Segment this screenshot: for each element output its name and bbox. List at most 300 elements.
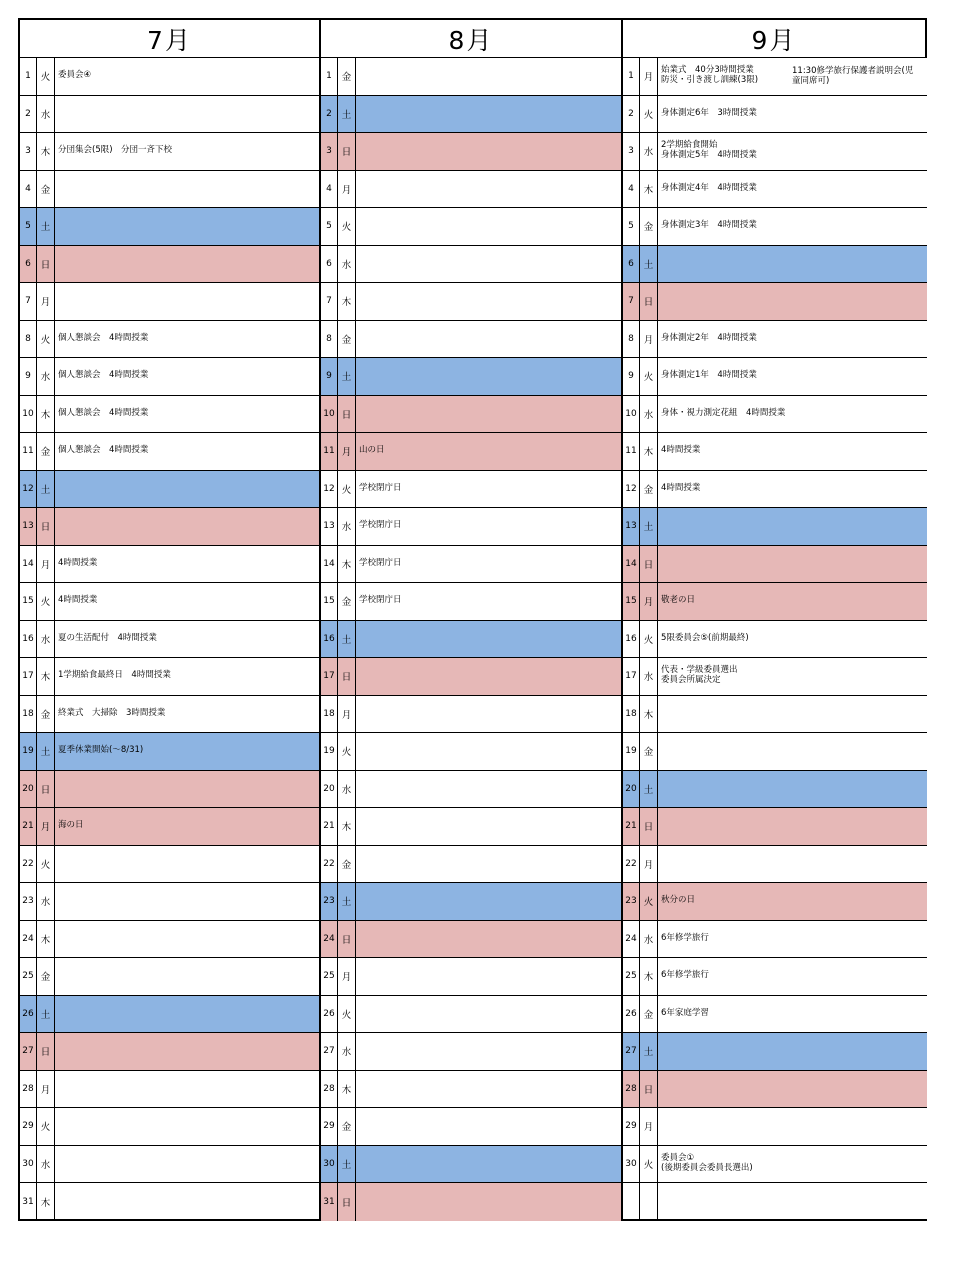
day-number: 21 (321, 808, 338, 845)
day-event (55, 546, 319, 583)
day-row (321, 283, 621, 321)
day-of-week (640, 1183, 658, 1221)
day-event (55, 283, 319, 320)
day-row (321, 808, 621, 846)
day-of-week: 金 (338, 321, 356, 358)
event-text: 1学期給食最終日 4時間授業 (58, 670, 171, 681)
event-text: 4時間授業 (661, 445, 701, 456)
day-event (658, 658, 927, 695)
day-number: 13 (20, 508, 37, 545)
day-number: 1 (623, 58, 640, 95)
day-of-week: 木 (640, 171, 658, 208)
day-number: 26 (321, 996, 338, 1033)
day-event (356, 771, 621, 808)
event-text: 山の日 (359, 445, 385, 456)
day-of-week: 火 (338, 733, 356, 770)
day-number: 27 (321, 1033, 338, 1070)
day-number: 3 (20, 133, 37, 170)
day-row (20, 808, 319, 846)
day-number (623, 1183, 640, 1221)
day-row (623, 1146, 927, 1184)
day-number: 20 (20, 771, 37, 808)
day-row (321, 433, 621, 471)
day-of-week: 土 (37, 471, 55, 508)
day-number: 30 (321, 1146, 338, 1183)
day-row (623, 1108, 927, 1146)
day-of-week: 金 (37, 171, 55, 208)
event-text: 夏の生活配付 4時間授業 (58, 632, 157, 643)
day-number: 8 (20, 321, 37, 358)
day-number: 16 (623, 621, 640, 658)
day-number: 2 (20, 96, 37, 133)
day-number: 9 (321, 358, 338, 395)
day-of-week: 月 (640, 846, 658, 883)
day-event (356, 1033, 621, 1070)
day-row (623, 808, 927, 846)
day-of-week: 月 (640, 1108, 658, 1145)
day-event (55, 246, 319, 283)
day-number: 11 (20, 433, 37, 470)
day-of-week: 木 (37, 921, 55, 958)
day-event (55, 433, 319, 470)
event-text: 代表・学級委員選出 委員会所属決定 (661, 665, 738, 686)
day-of-week: 水 (640, 396, 658, 433)
day-event (55, 658, 319, 695)
day-row (321, 471, 621, 509)
day-number: 20 (321, 771, 338, 808)
day-number: 9 (20, 358, 37, 395)
day-event (658, 771, 927, 808)
day-event (55, 96, 319, 133)
day-number: 26 (623, 996, 640, 1033)
day-row (321, 846, 621, 884)
day-event (55, 133, 319, 170)
day-of-week: 月 (338, 433, 356, 470)
event-text: 学校閉庁日 (359, 595, 402, 606)
day-number: 21 (623, 808, 640, 845)
day-of-week: 木 (640, 958, 658, 995)
day-number: 12 (623, 471, 640, 508)
day-event (55, 58, 319, 95)
day-of-week: 月 (338, 958, 356, 995)
day-number: 8 (623, 321, 640, 358)
event-text: 6年家庭学習 (661, 1007, 709, 1018)
day-of-week: 木 (37, 396, 55, 433)
day-number: 21 (20, 808, 37, 845)
day-of-week: 水 (640, 658, 658, 695)
day-row (623, 171, 927, 209)
day-of-week: 木 (37, 658, 55, 695)
day-number: 7 (321, 283, 338, 320)
day-number: 17 (20, 658, 37, 695)
day-row (623, 396, 927, 434)
day-of-week: 日 (37, 1033, 55, 1070)
day-of-week: 水 (37, 1146, 55, 1183)
day-of-week: 土 (338, 96, 356, 133)
event-text: 秋分の日 (661, 895, 696, 906)
day-of-week: 土 (37, 733, 55, 770)
day-row (20, 846, 319, 884)
event-text: 4時間授業 (58, 595, 98, 606)
day-event (356, 508, 621, 545)
day-row (20, 358, 319, 396)
day-number: 11 (623, 433, 640, 470)
day-row (321, 733, 621, 771)
day-number: 22 (623, 846, 640, 883)
day-of-week: 月 (640, 58, 658, 95)
day-event (356, 358, 621, 395)
event-text: 学校閉庁日 (359, 520, 402, 531)
day-number: 10 (20, 396, 37, 433)
day-of-week: 土 (338, 358, 356, 395)
day-row (20, 1183, 319, 1221)
day-row (623, 358, 927, 396)
day-row (20, 958, 319, 996)
event-text: 2学期給食開始 身体測定5年 4時間授業 (661, 140, 757, 161)
day-number: 29 (623, 1108, 640, 1145)
day-row (321, 58, 621, 96)
day-event (356, 883, 621, 920)
day-row (623, 321, 927, 359)
day-row (321, 358, 621, 396)
day-row (321, 96, 621, 134)
day-of-week: 火 (640, 621, 658, 658)
day-event (55, 358, 319, 395)
day-of-week: 金 (640, 996, 658, 1033)
day-event (55, 808, 319, 845)
day-row (20, 96, 319, 134)
event-text: 終業式 大掃除 3時間授業 (58, 707, 166, 718)
day-number: 28 (20, 1071, 37, 1108)
day-row (321, 1146, 621, 1184)
day-number: 27 (623, 1033, 640, 1070)
day-of-week: 水 (338, 246, 356, 283)
day-row (623, 771, 927, 809)
day-row (623, 58, 927, 96)
day-of-week: 金 (338, 583, 356, 620)
day-of-week: 日 (37, 508, 55, 545)
day-number: 18 (623, 696, 640, 733)
day-row (20, 996, 319, 1034)
day-of-week: 日 (338, 658, 356, 695)
day-event (658, 846, 927, 883)
day-row (20, 733, 319, 771)
day-number: 6 (20, 246, 37, 283)
day-row (623, 433, 927, 471)
day-event (55, 1033, 319, 1070)
day-of-week: 火 (37, 583, 55, 620)
day-row (623, 583, 927, 621)
day-of-week: 金 (640, 471, 658, 508)
event-text: 個人懇談会 4時間授業 (58, 407, 149, 418)
day-event (356, 621, 621, 658)
day-row (20, 433, 319, 471)
day-number: 24 (623, 921, 640, 958)
day-row (20, 471, 319, 509)
day-row (20, 883, 319, 921)
day-row (321, 246, 621, 284)
day-of-week: 水 (37, 96, 55, 133)
day-number: 12 (321, 471, 338, 508)
day-number: 22 (20, 846, 37, 883)
day-row (321, 546, 621, 584)
day-of-week: 金 (37, 696, 55, 733)
day-of-week: 金 (338, 1108, 356, 1145)
day-of-week: 火 (37, 321, 55, 358)
day-of-week: 日 (338, 396, 356, 433)
day-of-week: 木 (640, 696, 658, 733)
day-row (20, 921, 319, 959)
day-number: 18 (321, 696, 338, 733)
day-of-week: 火 (640, 96, 658, 133)
day-row (623, 883, 927, 921)
day-of-week: 水 (640, 133, 658, 170)
event-text: 身体測定6年 3時間授業 (661, 107, 757, 118)
day-event (55, 733, 319, 770)
day-of-week: 水 (640, 921, 658, 958)
day-row (20, 1108, 319, 1146)
day-number: 24 (20, 921, 37, 958)
day-event (658, 733, 927, 770)
day-number: 4 (20, 171, 37, 208)
day-event (356, 246, 621, 283)
day-row (20, 658, 319, 696)
day-event (658, 171, 927, 208)
day-event (356, 1146, 621, 1183)
day-row (623, 508, 927, 546)
day-event (658, 958, 927, 995)
day-event (55, 208, 319, 245)
day-event (658, 433, 927, 470)
day-number: 15 (20, 583, 37, 620)
day-number: 24 (321, 921, 338, 958)
day-number: 14 (623, 546, 640, 583)
day-event (356, 696, 621, 733)
day-of-week: 木 (640, 433, 658, 470)
day-event (658, 883, 927, 920)
day-row (20, 171, 319, 209)
day-row (321, 583, 621, 621)
day-of-week: 水 (338, 508, 356, 545)
day-number: 6 (321, 246, 338, 283)
day-of-week: 木 (338, 283, 356, 320)
day-event (356, 846, 621, 883)
day-number: 17 (321, 658, 338, 695)
day-number: 27 (20, 1033, 37, 1070)
day-event (55, 958, 319, 995)
day-row (623, 283, 927, 321)
day-number: 9 (623, 358, 640, 395)
event-text: 夏季休業開始(～8/31) (58, 745, 144, 756)
day-number: 13 (321, 508, 338, 545)
day-number: 2 (623, 96, 640, 133)
day-of-week: 水 (37, 358, 55, 395)
day-number: 25 (623, 958, 640, 995)
event-text: 個人懇談会 4時間授業 (58, 370, 149, 381)
day-event (356, 658, 621, 695)
event-text: 4時間授業 (661, 482, 701, 493)
day-number: 3 (623, 133, 640, 170)
day-row (20, 621, 319, 659)
day-of-week: 月 (37, 808, 55, 845)
day-of-week: 火 (640, 1146, 658, 1183)
day-of-week: 日 (338, 921, 356, 958)
day-event (55, 771, 319, 808)
day-of-week: 木 (37, 1183, 55, 1221)
day-number: 6 (623, 246, 640, 283)
day-number: 15 (623, 583, 640, 620)
day-number: 3 (321, 133, 338, 170)
day-event (658, 283, 927, 320)
day-row (623, 246, 927, 284)
day-event (356, 921, 621, 958)
day-row (321, 133, 621, 171)
day-number: 13 (623, 508, 640, 545)
day-of-week: 土 (640, 771, 658, 808)
day-of-week: 土 (37, 208, 55, 245)
day-of-week: 日 (37, 246, 55, 283)
day-event (55, 696, 319, 733)
day-event (356, 396, 621, 433)
day-row (321, 396, 621, 434)
day-number: 4 (321, 171, 338, 208)
day-of-week: 土 (338, 1146, 356, 1183)
day-row (20, 696, 319, 734)
day-number: 4 (623, 171, 640, 208)
event-text: 身体・視力測定花組 4時間授業 (661, 407, 786, 418)
day-of-week: 月 (37, 283, 55, 320)
day-of-week: 火 (640, 883, 658, 920)
day-of-week: 土 (338, 621, 356, 658)
day-of-week: 日 (338, 1183, 356, 1221)
day-row (321, 658, 621, 696)
day-row (623, 958, 927, 996)
day-row (321, 1183, 621, 1221)
day-event (55, 321, 319, 358)
day-event (658, 133, 927, 170)
day-row (321, 1033, 621, 1071)
day-of-week: 木 (338, 546, 356, 583)
day-row (20, 396, 319, 434)
day-of-week: 月 (338, 696, 356, 733)
day-row (321, 958, 621, 996)
day-number: 19 (623, 733, 640, 770)
day-event (356, 171, 621, 208)
day-event (658, 321, 927, 358)
day-event (658, 58, 927, 95)
day-row (623, 621, 927, 659)
event-text: 学校閉庁日 (359, 557, 402, 568)
day-event (55, 846, 319, 883)
day-row (321, 171, 621, 209)
day-of-week: 木 (338, 1071, 356, 1108)
day-number: 12 (20, 471, 37, 508)
day-of-week: 月 (640, 321, 658, 358)
day-row (20, 58, 319, 96)
day-number: 2 (321, 96, 338, 133)
day-number: 31 (321, 1183, 338, 1221)
day-row (321, 1071, 621, 1109)
day-row (623, 208, 927, 246)
day-number: 16 (20, 621, 37, 658)
day-event (658, 1033, 927, 1070)
day-event (356, 1108, 621, 1145)
day-number: 28 (321, 1071, 338, 1108)
day-of-week: 日 (640, 546, 658, 583)
day-number: 20 (623, 771, 640, 808)
day-event (55, 883, 319, 920)
day-event (356, 321, 621, 358)
day-of-week: 水 (37, 883, 55, 920)
day-event (658, 808, 927, 845)
day-row (623, 996, 927, 1034)
day-of-week: 火 (338, 208, 356, 245)
day-event (55, 171, 319, 208)
day-number: 29 (321, 1108, 338, 1145)
day-of-week: 水 (338, 771, 356, 808)
day-event (658, 696, 927, 733)
day-of-week: 火 (640, 358, 658, 395)
day-event (658, 1183, 927, 1221)
day-event (658, 246, 927, 283)
month-column-july (18, 20, 321, 1219)
day-row (20, 583, 319, 621)
day-row (623, 696, 927, 734)
day-event (658, 621, 927, 658)
day-number: 29 (20, 1108, 37, 1145)
day-event (55, 621, 319, 658)
day-row (20, 771, 319, 809)
day-event (658, 996, 927, 1033)
day-number: 5 (321, 208, 338, 245)
day-event (356, 1183, 621, 1221)
day-row (321, 771, 621, 809)
day-event (356, 1071, 621, 1108)
day-event (55, 1071, 319, 1108)
day-event (658, 396, 927, 433)
day-number: 19 (20, 733, 37, 770)
day-of-week: 月 (338, 171, 356, 208)
month-header: 7月 (20, 20, 319, 58)
day-row (623, 1071, 927, 1109)
day-of-week: 日 (640, 808, 658, 845)
day-event (356, 58, 621, 95)
day-row (623, 96, 927, 134)
day-event (55, 1183, 319, 1221)
calendar-table (18, 18, 927, 1221)
day-number: 11 (321, 433, 338, 470)
day-event (658, 1071, 927, 1108)
day-number: 10 (321, 396, 338, 433)
day-of-week: 火 (37, 58, 55, 95)
day-number: 19 (321, 733, 338, 770)
day-number: 23 (623, 883, 640, 920)
event-text: 身体測定4年 4時間授業 (661, 182, 757, 193)
day-event (356, 996, 621, 1033)
event-text: 身体測定3年 4時間授業 (661, 220, 757, 231)
day-number: 5 (623, 208, 640, 245)
day-event (658, 1146, 927, 1183)
day-of-week: 月 (37, 1071, 55, 1108)
day-of-week: 火 (37, 846, 55, 883)
day-row (321, 696, 621, 734)
day-event (55, 508, 319, 545)
event-text: 敬老の日 (661, 595, 696, 606)
day-row (20, 1071, 319, 1109)
day-row (623, 846, 927, 884)
day-of-week: 土 (640, 246, 658, 283)
day-number: 26 (20, 996, 37, 1033)
